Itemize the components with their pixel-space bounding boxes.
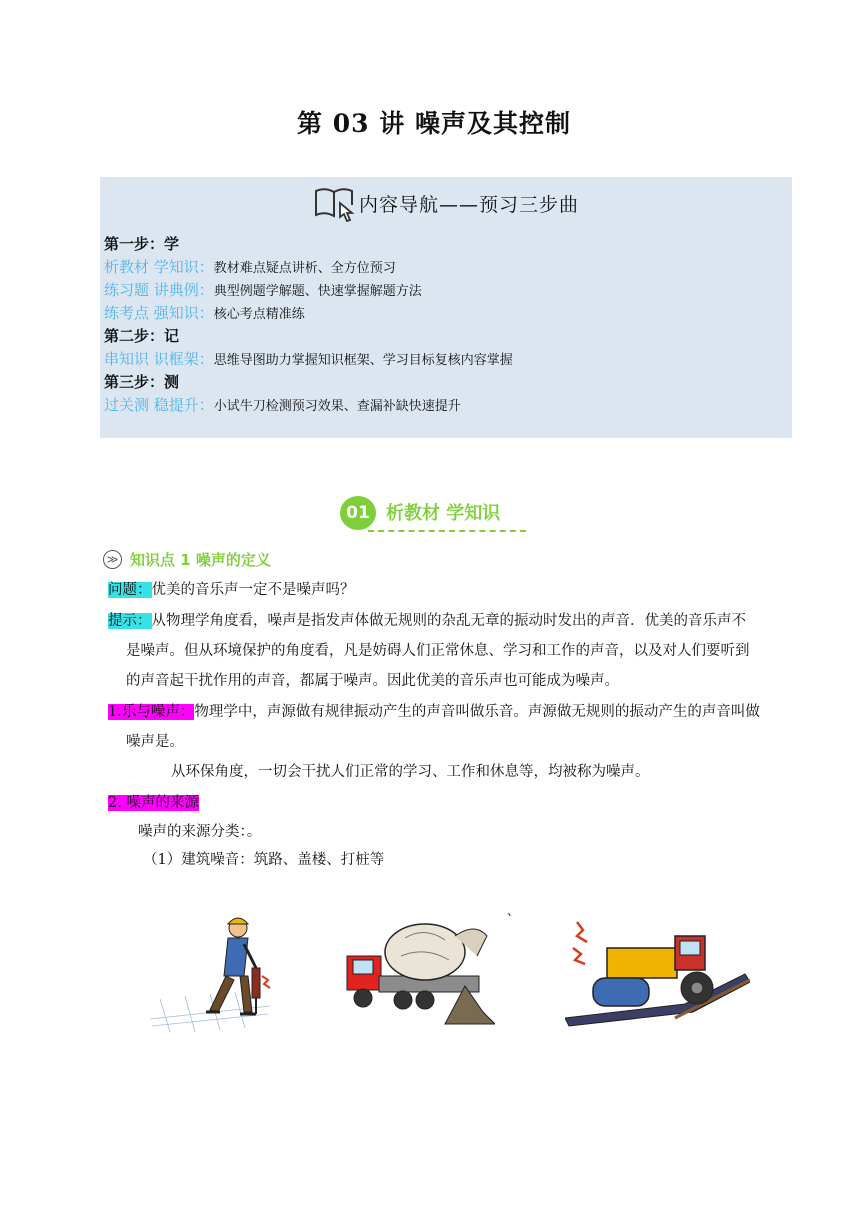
cement-mixer-truck-illustration	[345, 916, 495, 1038]
section-dashed-underline	[368, 530, 526, 532]
nav-item-2-highlight: 练习题 讲典例：	[104, 281, 214, 299]
nav-item-1-desc: 教材难点疑点讲析、全方位预习	[213, 261, 396, 276]
nav-header-text: 内容导航——预习三步曲	[358, 194, 579, 216]
content-navigation-box	[100, 177, 792, 438]
nav-item-1-highlight: 析教材 学知识：	[104, 258, 214, 276]
stray-mark: 、	[507, 904, 520, 918]
jackhammer-worker-illustration	[140, 914, 275, 1038]
question-tag: 问题：	[108, 582, 152, 598]
nav-item-4-desc: 思维导图助力掌握知识框架、学习目标复核内容掌握	[213, 353, 513, 368]
music-noise-text-2: 噪声是。	[126, 734, 184, 750]
hint-text-3: 的声音起干扰作用的声音，都属于噪声。因此优美的音乐声也可能成为噪声。	[126, 673, 619, 689]
nav-item-3-desc: 核心考点精准练	[213, 307, 305, 322]
step3-label: 第三步：测	[104, 373, 180, 391]
step2-label: 第二步：记	[104, 327, 180, 345]
hint-text-2: 是噪声。但从环境保护的角度看，凡是妨碍人们正常休息、学习和工作的声音，以及对人们要听到	[126, 643, 750, 659]
nav-header	[100, 183, 792, 228]
knowledge-point-1-title: 知识点 1 噪声的定义	[130, 551, 271, 569]
nav-list	[104, 233, 513, 417]
nav-item-4-highlight: 串知识 识框架：	[104, 350, 214, 368]
page-title: 第 03 讲 噪声及其控制	[297, 109, 571, 138]
noise-source-heading	[108, 788, 199, 818]
nav-item-5-highlight: 过关测 稳提升：	[104, 396, 214, 414]
hint-line-1	[108, 606, 746, 636]
music-noise-line-1	[108, 697, 760, 727]
music-noise-tag: 1.乐与噪声：	[108, 704, 195, 720]
nav-item-2-desc: 典型例题学解题、快速掌握解题方法	[213, 284, 422, 299]
music-noise-text-1: 物理学中，声源做有规律振动产生的声音叫做乐音。声源做无规则的振动产生的声音叫做	[194, 704, 760, 720]
book-pointer-icon	[313, 183, 357, 228]
step1-label: 第一步：学	[104, 235, 180, 253]
noise-source-tag: 2. 噪声的来源	[108, 795, 199, 811]
environment-definition: 从环保角度，一切会干扰人们正常的学习、工作和休息等，均被称为噪声。	[171, 764, 650, 780]
nav-item-3-highlight: 练考点 强知识：	[104, 304, 214, 322]
question-line	[108, 575, 355, 605]
nav-item-5-desc: 小试牛刀检测预习效果、查漏补缺快速提升	[213, 399, 461, 414]
double-chevron-icon: ≫	[103, 550, 122, 569]
construction-noise-item: （1）建筑噪音：筑路、盖楼、打桩等	[143, 852, 385, 868]
section-number-badge: 01	[340, 496, 376, 530]
hint-text-1: 从物理学角度看，噪声是指发声体做无规则的杂乱无章的振动时发出的声音．优美的音乐声不	[151, 613, 746, 629]
hint-tag: 提示：	[108, 613, 152, 629]
knowledge-point-1-heading	[103, 549, 271, 570]
road-roller-illustration	[565, 914, 750, 1033]
question-text: 优美的音乐声一定不是噪声吗？	[151, 582, 355, 598]
section-title: 析教材 学知识	[386, 503, 501, 524]
noise-source-classification: 噪声的来源分类：。	[138, 824, 262, 840]
